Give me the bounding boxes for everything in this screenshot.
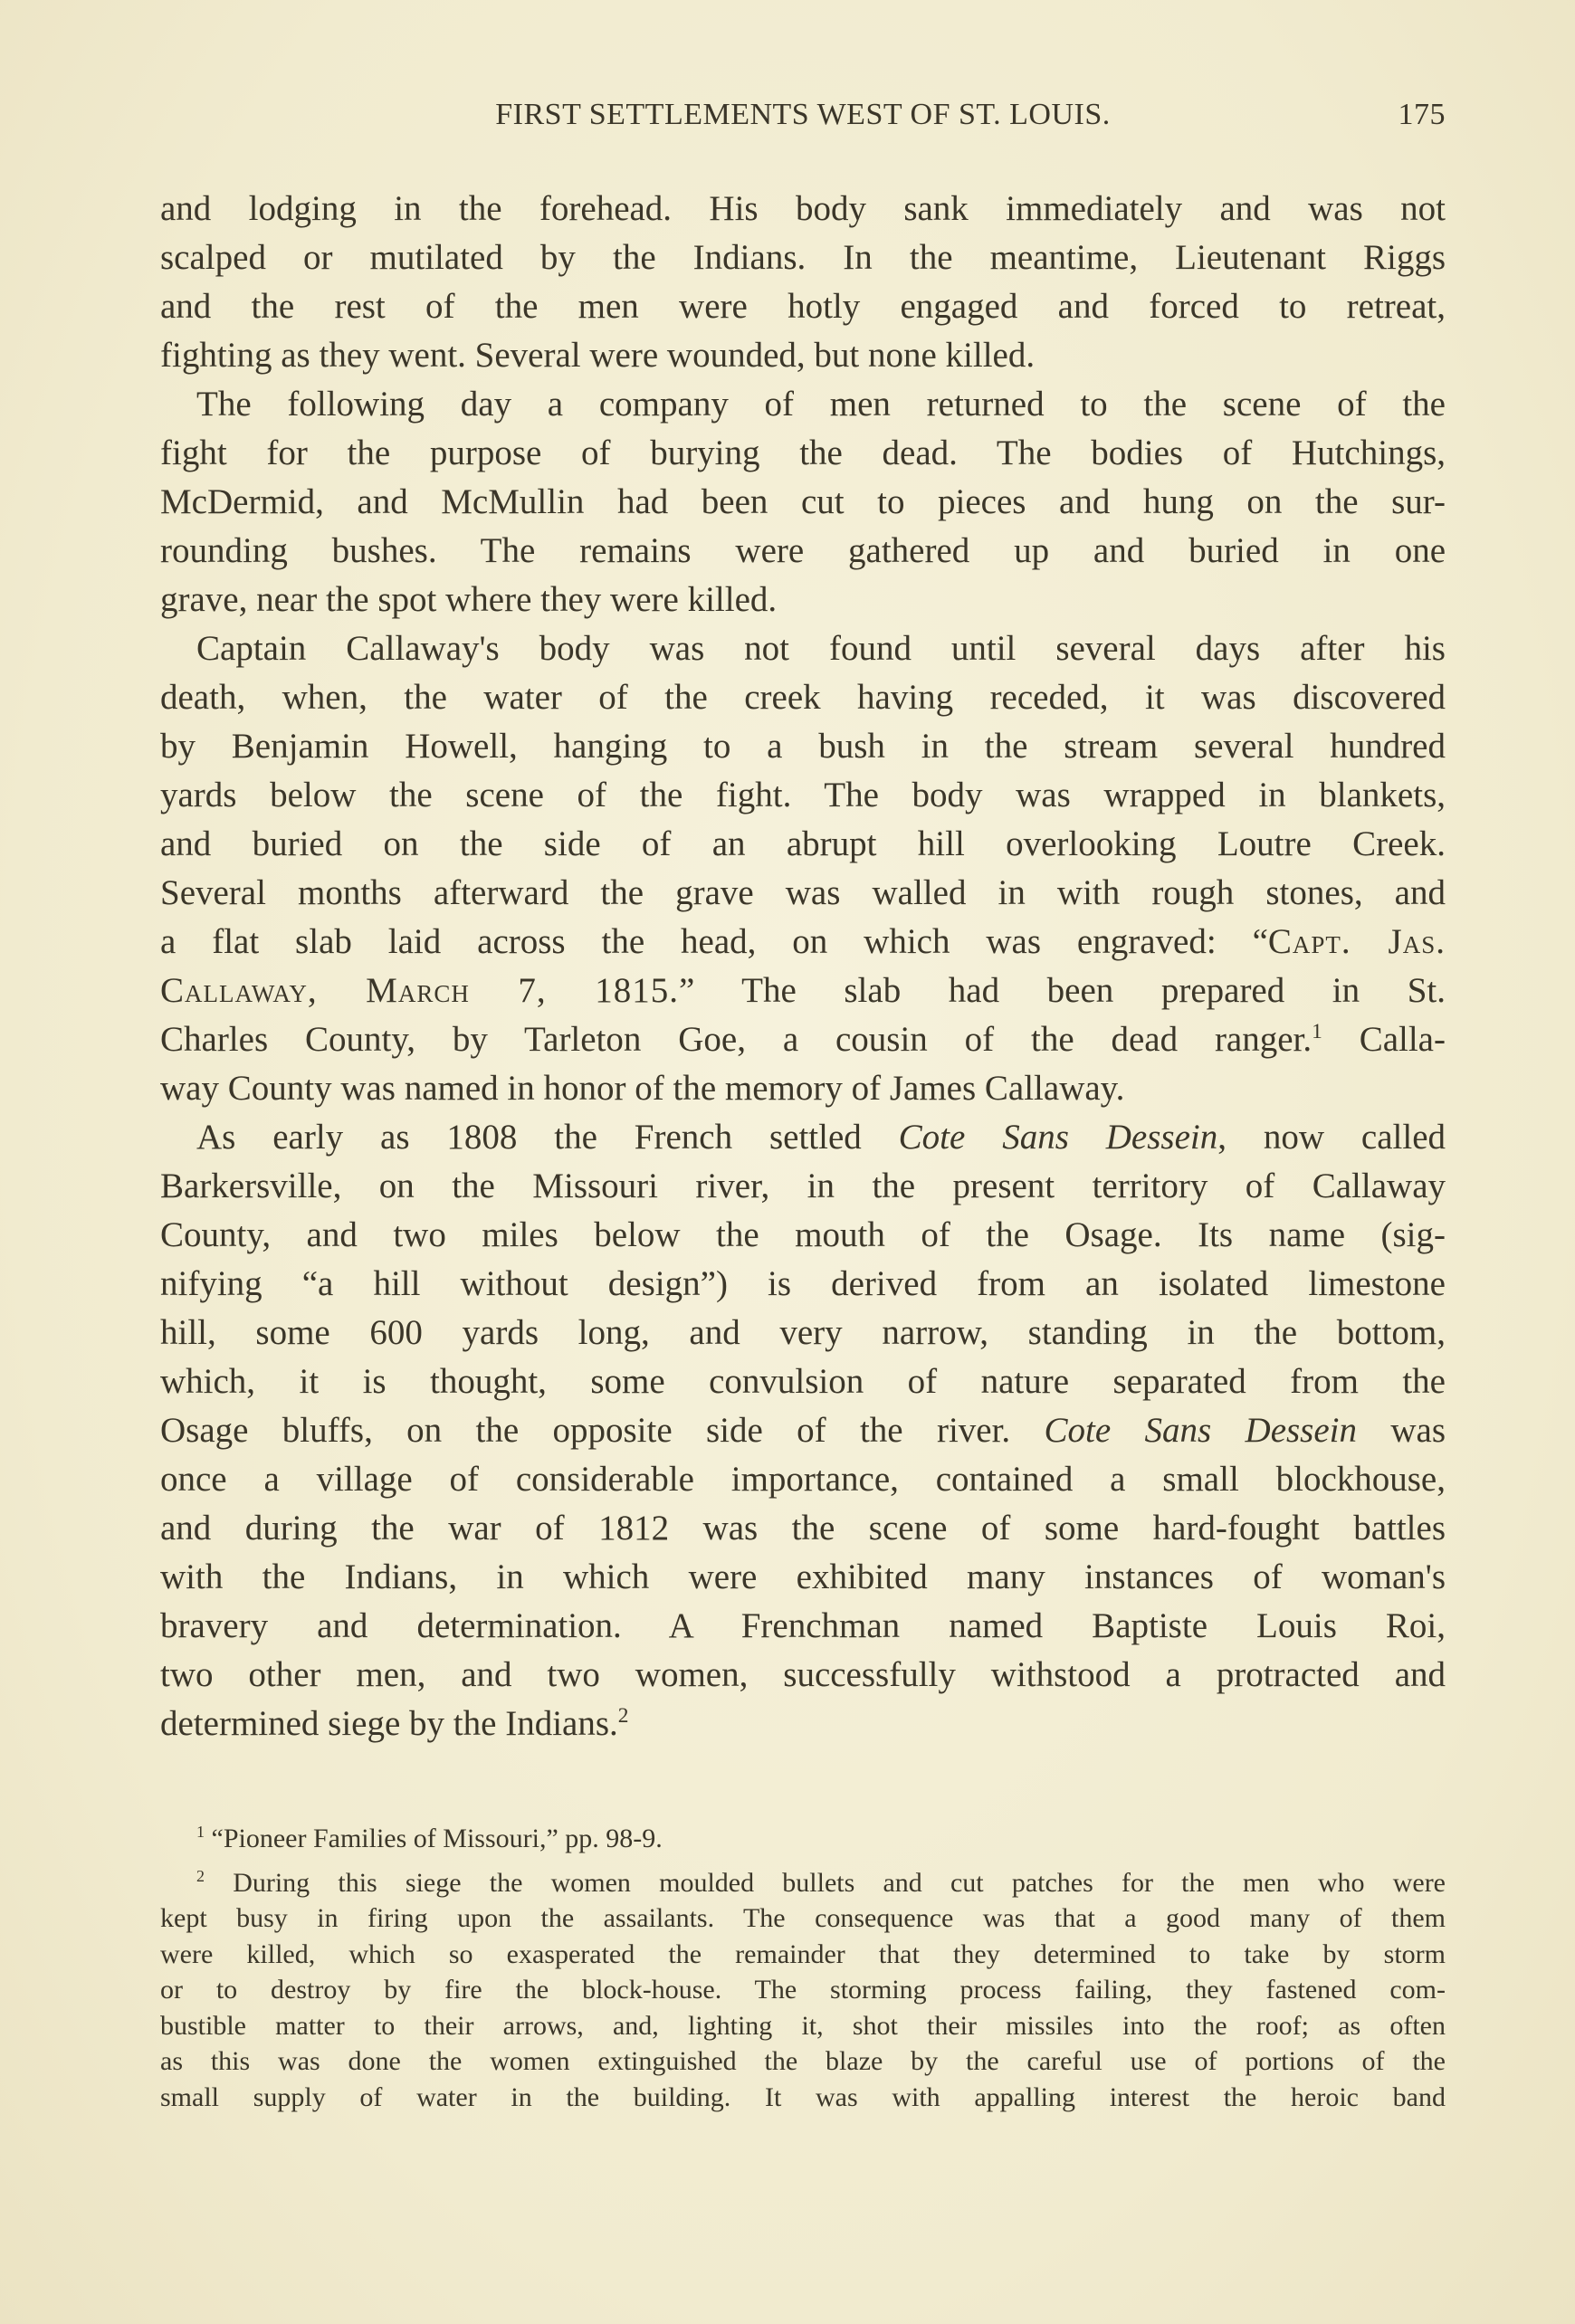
text-segment: or to destroy by fire the block-house. The storming process failing, they fastened com-	[160, 1975, 1446, 2005]
text-line	[160, 1553, 1446, 1602]
text-segment: two other men, and two women, successfully withstood a protracted and	[160, 1655, 1446, 1694]
text-segment: Charles County, by Tarleton Goe, a cousin of the dead ranger.	[160, 1020, 1312, 1059]
text-segment: once a village of considerable importance, contained a small blockhouse,	[160, 1460, 1446, 1499]
footnote-line	[160, 1972, 1446, 2008]
page-header	[160, 98, 1446, 139]
text-segment: fight for the purpose of burying the dead. The bodies of Hutchings,	[160, 433, 1446, 472]
text-segment: hill, some 600 yards long, and very narrow, standing in the bottom,	[160, 1313, 1446, 1352]
footnote-marker: 2	[196, 1866, 205, 1885]
text-line	[160, 1651, 1446, 1700]
text-line	[160, 331, 1446, 380]
footnotes	[160, 1821, 1446, 2115]
text-line	[160, 527, 1446, 576]
text-segment: by Benjamin Howell, hanging to a bush in the stream several hundred	[160, 727, 1446, 766]
text-line	[160, 1700, 1446, 1748]
text-segment: were killed, which so exasperated the remainder that they determined to take by storm	[160, 1938, 1446, 1969]
page-number: 175	[1398, 98, 1446, 131]
text-line	[160, 282, 1446, 331]
text-segment: Captain Callaway's body was not found until several days after his	[196, 629, 1446, 668]
text-line	[160, 233, 1446, 282]
footnote-line	[160, 1821, 1446, 1857]
text-segment: determined siege by the Indians.	[160, 1704, 618, 1743]
text-segment: yards below the scene of the fight. The body was wrapped in blankets,	[160, 776, 1446, 814]
text-line	[160, 1064, 1446, 1113]
text-segment: was	[1357, 1411, 1446, 1450]
text-line	[160, 1406, 1446, 1455]
text-segment: Capt. Jas.	[1267, 922, 1446, 961]
footnote-line	[160, 2043, 1446, 2080]
text-segment: as this was done the women extinguished the blaze by the careful use of portions of the	[160, 2046, 1446, 2076]
text-line	[160, 576, 1446, 624]
text-segment: Barkersville, on the Missouri river, in the present territory of Callaway	[160, 1167, 1446, 1205]
text-line	[160, 1504, 1446, 1553]
text-segment: Calla-	[1322, 1020, 1446, 1059]
text-segment: and the rest of the men were hotly engaged and forced to retreat,	[160, 287, 1446, 326]
text-segment: rounding bushes. The remains were gathered up and buried in one	[160, 531, 1446, 570]
footnote-marker: 1	[1312, 1019, 1322, 1043]
text-line	[160, 820, 1446, 869]
footnote-marker: 2	[617, 1703, 629, 1728]
footnote-line	[160, 1865, 1446, 1901]
text-segment: way County was named in honor of the memory of James Callaway.	[160, 1069, 1125, 1108]
text-segment: small supply of water in the building. It was with appalling interest the heroic band	[160, 2081, 1446, 2112]
text-segment: County, and two miles below the mouth of the Osage. Its name (sig-	[160, 1215, 1446, 1254]
text-segment: with the Indians, in which were exhibited many instances of woman's	[160, 1557, 1446, 1596]
text-line	[160, 771, 1446, 820]
running-title: FIRST SETTLEMENTS WEST OF ST. LOUIS.	[495, 98, 1111, 131]
text-line	[160, 722, 1446, 771]
text-line	[160, 429, 1446, 478]
text-segment: bustible matter to their arrows, and, lighting it, shot their missiles into the roof; as often	[160, 2010, 1446, 2041]
text-line	[160, 869, 1446, 918]
text-line	[160, 967, 1446, 1015]
text-line	[160, 380, 1446, 429]
text-line	[160, 1455, 1446, 1504]
text-segment: Osage bluffs, on the opposite side of the river.	[160, 1411, 1045, 1450]
text-segment: death, when, the water of the creek having receded, it was discovered	[160, 678, 1446, 717]
text-line	[160, 1309, 1446, 1357]
text-segment: As early as 1808 the French settled	[196, 1118, 899, 1157]
text-segment: fighting as they went. Several were wounded, but none killed.	[160, 336, 1036, 375]
text-segment: Several months afterward the grave was walled in with rough stones, and	[160, 873, 1446, 912]
text-line	[160, 1162, 1446, 1211]
text-segment: grave, near the spot where they were killed.	[160, 580, 778, 619]
text-segment: , now called	[1217, 1118, 1446, 1157]
text-line	[160, 1602, 1446, 1651]
text-segment: ” The slab had been prepared in St.	[679, 971, 1446, 1010]
text-segment: and during the war of 1812 was the scene of some hard-fought battles	[160, 1509, 1446, 1548]
text-line	[160, 1357, 1446, 1406]
text-segment: McDermid, and McMullin had been cut to pieces and hung on the sur-	[160, 482, 1446, 521]
text-line	[160, 1260, 1446, 1309]
text-segment: kept busy in firing upon the assailants. The consequence was that a good many of them	[160, 1903, 1446, 1933]
text-line	[160, 1113, 1446, 1162]
footnote-marker: 1	[196, 1823, 205, 1842]
text-line	[160, 673, 1446, 722]
text-line	[160, 624, 1446, 673]
body-text	[160, 185, 1446, 1748]
text-line	[160, 185, 1446, 233]
footnote-line	[160, 1937, 1446, 1973]
footnote-line	[160, 2008, 1446, 2044]
text-segment: which, it is thought, some convulsion of nature separated from the	[160, 1362, 1446, 1401]
text-segment: and lodging in the forehead. His body sank immediately and was not	[160, 189, 1446, 228]
text-line	[160, 478, 1446, 527]
text-segment: During this siege the women moulded bullets and cut patches for the men who were	[205, 1867, 1446, 1898]
text-segment: and buried on the side of an abrupt hill overlooking Loutre Creek.	[160, 824, 1446, 863]
text-segment: bravery and determination. A Frenchman named Baptiste Louis Roi,	[160, 1606, 1446, 1645]
italic-text: Cote Sans Dessein	[898, 1118, 1218, 1157]
italic-text: Cote Sans Dessein	[1044, 1411, 1358, 1450]
text-line	[160, 1211, 1446, 1260]
text-line	[160, 1015, 1446, 1064]
text-line	[160, 918, 1446, 967]
text-segment: scalped or mutilated by the Indians. In the meantime, Lieutenant Riggs	[160, 238, 1446, 277]
text-segment: Callaway, March 7, 1815.	[160, 971, 679, 1010]
text-segment: nifying “a hill without design”) is derived from an isolated limestone	[160, 1264, 1446, 1303]
text-segment: “Pioneer Families of Missouri,” pp. 98-9.	[205, 1824, 663, 1853]
footnote-line	[160, 1900, 1446, 1937]
text-segment: a flat slab laid across the head, on which was engraved: “	[160, 922, 1268, 961]
footnote-line	[160, 2080, 1446, 2116]
text-segment: The following day a company of men returned to the scene of the	[196, 385, 1446, 424]
